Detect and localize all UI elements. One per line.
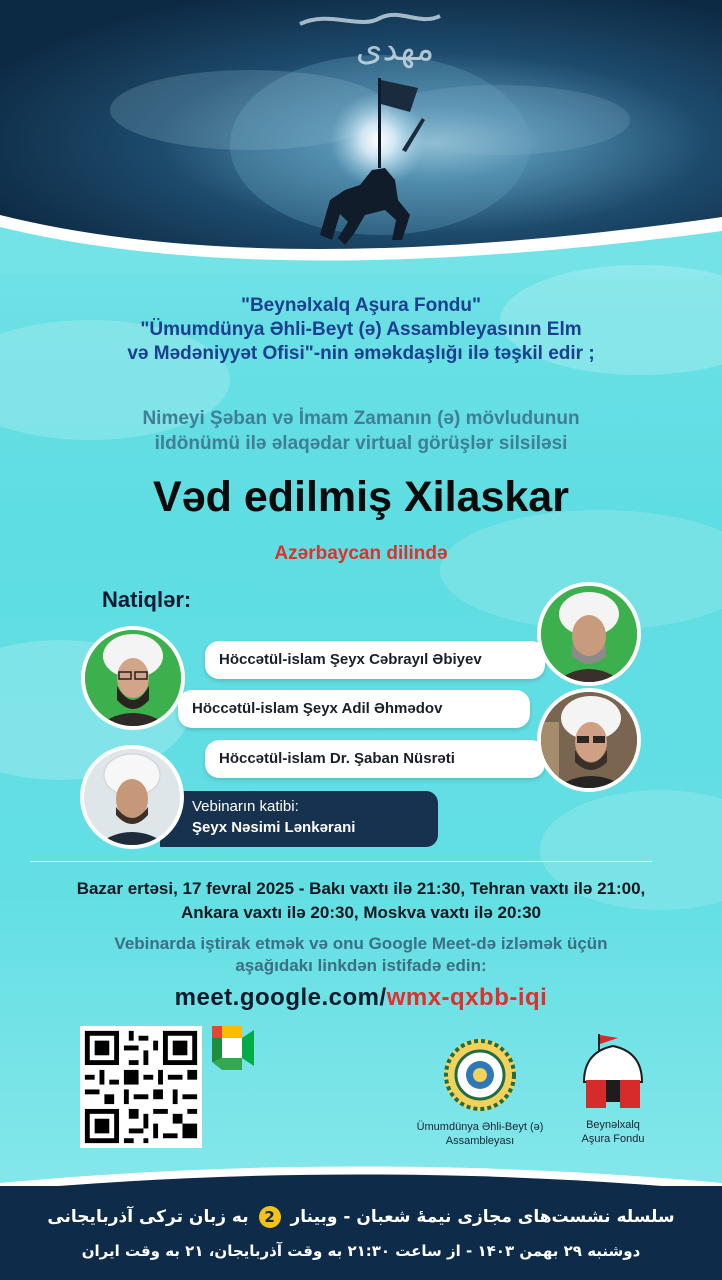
assembly-logo	[440, 1036, 520, 1114]
speaker-photo-3	[537, 688, 641, 792]
footer-line-2: دوشنبه ۲۹ بهمن ۱۴۰۳ - از ساعت ۲۱:۳۰ به وقت آذربایجان، ۲۱ به وقت ایران	[81, 1242, 641, 1260]
series-block	[0, 406, 722, 456]
organizer-line-1: "Beynəlxalq Aşura Fondu"	[240, 295, 482, 316]
qr-code[interactable]	[80, 1026, 202, 1148]
ashura-fund-caption	[553, 1118, 673, 1146]
google-meet-icon[interactable]	[208, 1026, 260, 1070]
footer-line-1	[0, 1205, 722, 1229]
speaker-name-3: Höccətül-islam Dr. Şaban Nüsrəti	[205, 740, 545, 778]
fund-caption-line-1: Beynəlxalq	[586, 1119, 640, 1131]
series-line-2: ildönümü ilə əlaqədar virtual görüşlər silsiləsi	[154, 433, 568, 454]
secretary-role: Vebinarın katibi:	[192, 798, 299, 815]
fund-caption-line-2: Aşura Fondu	[581, 1133, 645, 1145]
organizers-block	[0, 294, 722, 366]
event-title: Vəd edilmiş Xilaskar	[153, 473, 569, 521]
speaker-photo-2	[81, 626, 185, 730]
join-info-line-2: aşağıdakı linkdən istifadə edin:	[235, 956, 487, 975]
schedule-line-2: Ankara vaxtı ilə 20:30, Moskva vaxtı ilə 20:30	[180, 903, 542, 922]
footer-line-1a: سلسله نشست‌های مجازی نیمهٔ شعبان - وبینار	[290, 1207, 675, 1227]
speaker-name-2: Höccətül-islam Şeyx Adil Əhmədov	[178, 690, 530, 728]
webinar-number-badge: 2	[259, 1206, 281, 1228]
meet-link-code[interactable]: wmx-qxbb-iqi	[386, 984, 548, 1011]
section-divider	[30, 861, 652, 862]
assembly-caption-line-1: Ümumdünya Əhli-Beyt (ə)	[416, 1121, 544, 1133]
footer-line-1b: به زبان ترکی آذربایجانی	[47, 1207, 249, 1227]
meet-link-base[interactable]: meet.google.com/	[174, 984, 387, 1011]
assembly-caption-line-2: Assambleyası	[445, 1135, 515, 1147]
assembly-caption	[390, 1120, 570, 1148]
series-line-1: Nimeyi Şəban və İmam Zamanın (ə) mövludunun	[142, 408, 580, 429]
schedule-line-1: Bazar ertəsi, 17 fevral 2025 - Bakı vaxtı ilə 21:30, Tehran vaxtı ilə 21:00,	[76, 879, 646, 898]
join-info-block	[0, 933, 722, 977]
speaker-name-1: Höccətül-islam Şeyx Cəbrayıl Əbiyev	[205, 641, 545, 679]
speakers-label: Natiqlər:	[102, 587, 192, 612]
language-note: Azərbaycan dilində	[274, 543, 448, 564]
ashura-fund-logo	[578, 1032, 648, 1116]
secretary-name: Şeyx Nəsimi Lənkərani	[192, 819, 356, 836]
meet-link[interactable]	[0, 983, 722, 1013]
hero-wave	[0, 205, 722, 275]
footer-banner	[0, 1186, 722, 1280]
secretary-photo	[80, 745, 184, 849]
hero-calligraphy: مهدی	[355, 29, 435, 69]
speaker-photo-1	[537, 582, 641, 686]
secretary-box	[160, 791, 438, 847]
join-info-line-1: Vebinarda iştirak etmək və onu Google Meet-də izləmək üçün	[114, 934, 608, 953]
organizer-line-3: və Mədəniyyət Ofisi"-nin əməkdaşlığı ilə təşkil edir ;	[127, 343, 595, 364]
schedule-block	[0, 877, 722, 925]
organizer-line-2: "Ümumdünya Əhli-Beyt (ə) Assambleyasının Elm	[140, 319, 582, 340]
